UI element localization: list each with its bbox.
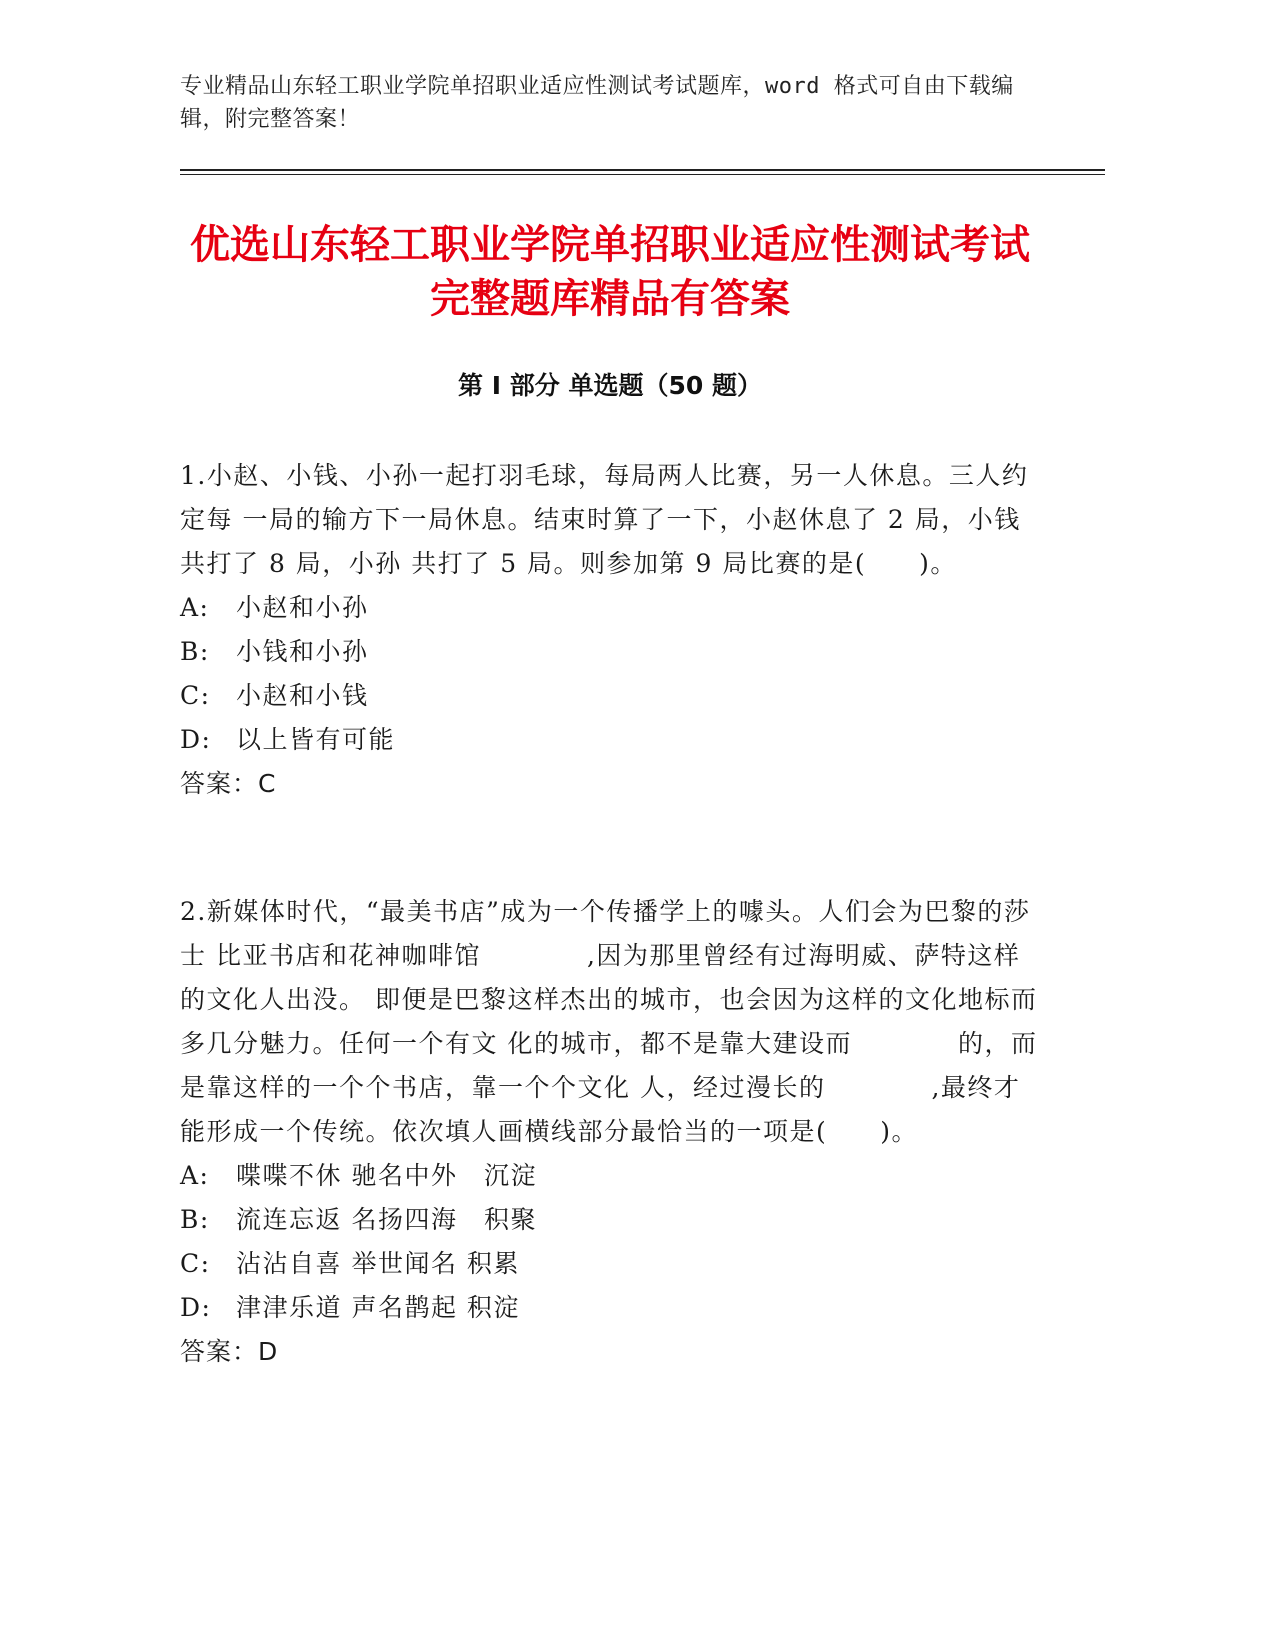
section-heading: 第 I 部分 单选题（50 题） <box>458 371 762 400</box>
option-a <box>180 586 1040 630</box>
answer-line: 答案：C <box>180 769 277 798</box>
option-text: 津津乐道 声名鹊起 积淀 <box>236 1293 520 1322</box>
question-1 <box>180 454 1040 806</box>
option-letter: A: <box>180 1161 210 1190</box>
option-c <box>180 674 1040 718</box>
option-c <box>180 1242 1040 1286</box>
option-text: 小赵和小孙 <box>236 593 369 622</box>
option-text: 小钱和小孙 <box>236 637 369 666</box>
option-text: 喋喋不休 驰名中外 沉淀 <box>236 1161 537 1190</box>
question-2 <box>180 890 1040 1374</box>
option-text: 小赵和小钱 <box>236 681 369 710</box>
option-letter: C: <box>180 1249 211 1278</box>
option-b <box>180 630 1040 674</box>
option-letter: D: <box>180 725 212 754</box>
option-d <box>180 1286 1040 1330</box>
question-stem: 2.新媒体时代，“最美书店”成为一个传播学上的噱头。人们会为巴黎的莎士 比亚书店和花神咖啡馆 ,因为那里曾经有过海明威、萨特这样的文化人出没。 即便是巴黎这样杰出的城市，也会因为这样的文化地标而多几分魅力。任何一个有文 化的城市，都不是靠大建设而 的，而是靠这样的一个个书店，靠一个个文化 人，经过漫长的 ,最终才能形成一个传统。依次填人画横线部分最恰当的一项是( )。 <box>180 897 1038 1146</box>
option-letter: B: <box>180 637 210 666</box>
option-letter: A: <box>180 593 210 622</box>
option-d <box>180 718 1040 762</box>
header-divider-thin <box>180 174 1105 175</box>
header-note: 专业精品山东轻工职业学院单招职业适应性测试考试题库，word 格式可自由下载编辑，附完整答案！ <box>180 74 1014 132</box>
header-divider-thick <box>180 169 1105 171</box>
option-b <box>180 1198 1040 1242</box>
option-text: 沾沾自喜 举世闻名 积累 <box>236 1249 520 1278</box>
option-letter: C: <box>180 681 211 710</box>
option-text: 流连忘返 名扬四海 积聚 <box>236 1205 537 1234</box>
option-letter: B: <box>180 1205 210 1234</box>
document-title: 优选山东轻工职业学院单招职业适应性测试考试完整题库精品有答案 <box>190 222 1030 322</box>
option-letter: D: <box>180 1293 212 1322</box>
option-a <box>180 1154 1040 1198</box>
question-stem: 1.小赵、小钱、小孙一起打羽毛球，每局两人比赛，另一人休息。三人约定每 一局的输方下一局休息。结束时算了一下，小赵休息了 2 局，小钱共打了 8 局，小孙 共打了 5 局。则参加第 9 局比赛的是( )。 <box>180 461 1029 578</box>
answer-line: 答案：D <box>180 1337 279 1366</box>
option-text: 以上皆有可能 <box>236 725 396 754</box>
